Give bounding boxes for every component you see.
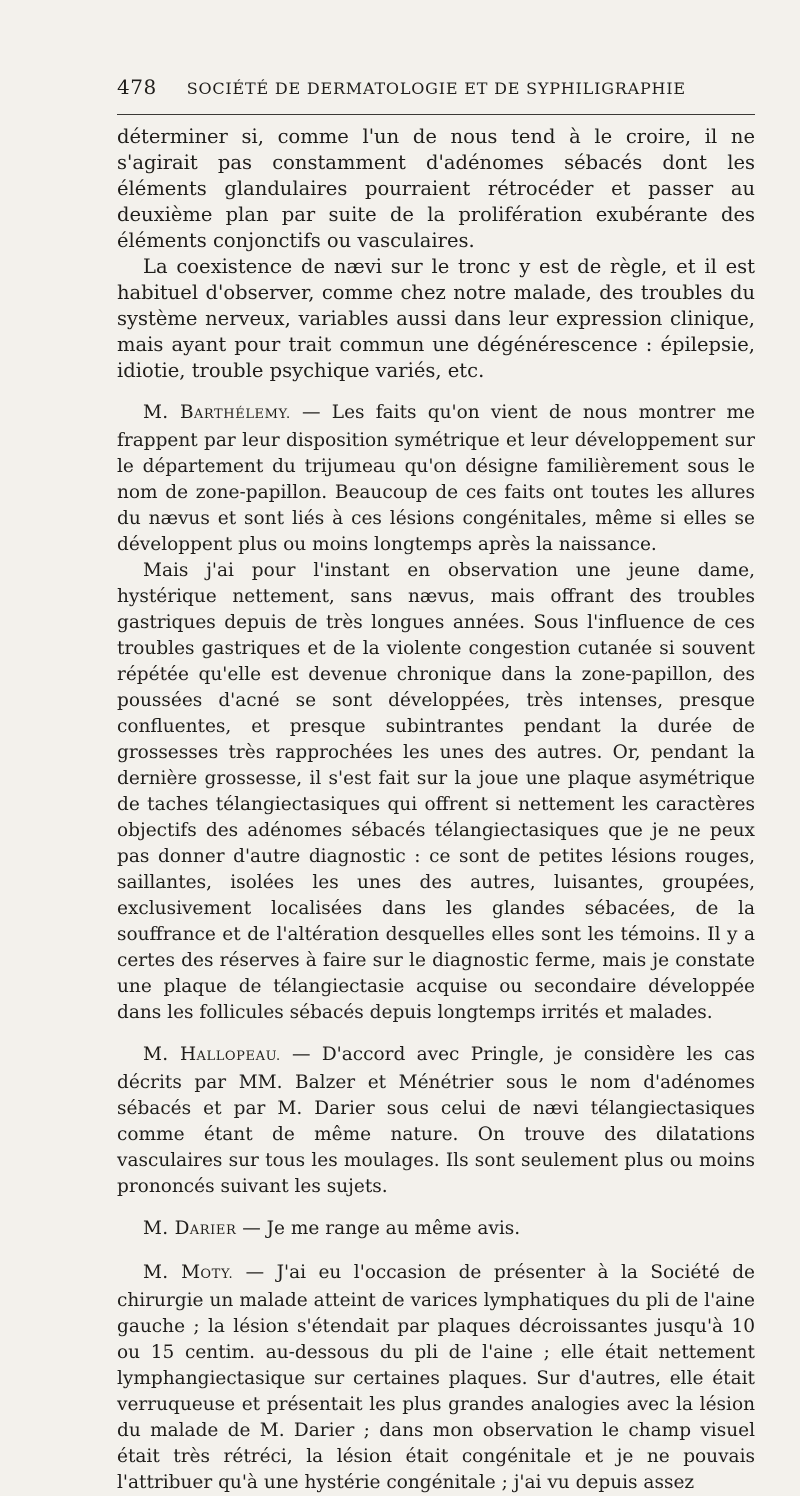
running-header xyxy=(117,75,757,99)
header-rule xyxy=(117,114,755,115)
paragraph-hallopeau-text: — D'accord avec Pringle, je considère les cas décrits par MM. Balzer et Ménétrier sous le nom d'adénomes sébacés et par M. Darier sous celui de nævi télangiectasiques comme étant de même nature. On trouve des dilatations vasculaires sur tous les moulages. Ils sont seulement plus ou moins prononcés suivant les sujets. xyxy=(117,1044,755,1197)
speaker-barthelemy: M. BARTHÉLEMY. xyxy=(143,402,291,423)
paragraph-4: Mais j'ai pour l'instant en observation une jeune dame, hystérique nettement, sans nævus, mais offrant des troubles gastriques depuis de très longues années. Sous l'influence de ces troubles gastriques et de la violente congestion cutanée si souvent répétée qu'elle est devenue chronique dans la zone-papillon, des poussées d'acné se sont développées, très intenses, presque confluentes, et presque subintrantes pendant la durée de grossesses très rapprochées les unes des autres. Or, pendant la dernière grossesse, il s'est fait sur la joue une plaque asymétrique de taches télangiectasiques qui offrent si nettement les caractères objectifs des adénomes sébacés télangiectasiques que je ne peux pas donner d'autre diagnostic : ce sont de petites lésions rouges, saillantes, isolées les unes des autres, luisantes, groupées, exclusivement localisées dans les glandes sébacées, de la souffrance et de l'altération desquelles elles sont les témoins. Il y a certes des réserves à faire sur le diagnostic ferme, mais je constate une plaque de télangiectasie acquise ou secondaire développée dans les follicules sébacés depuis longtemps irrités et malades. xyxy=(117,560,755,1023)
paragraph-hallopeau xyxy=(117,1042,755,1200)
paragraph-moty-text: — J'ai eu l'occasion de présenter à la Société de chirurgie un malade atteint de varices lymphatiques du pli de l'aine gauche ; la lésion s'étendait par plaques décroissantes jusqu'à 10 ou 15 centim. au-dessous du pli de l'aine ; elle était nettement lymphangiectasique sur certaines plaques. Sur d'autres, elle était verruqueuse et présentait les plus grandes analogies avec la lésion du malade de M. Darier ; dans mon observation le champ visuel était très rétréci, la lésion était congénitale et je ne pouvais l'attribuer qu'à une hystérie congénitale ; j'ai vu depuis assez xyxy=(117,1262,755,1493)
page-number: 478 xyxy=(117,75,157,99)
running-title: SOCIÉTÉ DE DERMATOLOGIE ET DE SYPHILIGRAPHIE xyxy=(186,79,686,98)
paragraph-1: déterminer si, comme l'un de nous tend à le croire, il ne s'agirait pas constamment d'adénomes sébacés dont les éléments glandulaires pourraient rétrocéder et passer au deuxième plan par suite de la prolifération exubérante des éléments conjonctifs ou vasculaires. xyxy=(117,125,755,252)
paragraph-moty xyxy=(117,1260,755,1496)
paragraph-2: La coexistence de nævi sur le tronc y est de règle, et il est habituel d'observer, comme chez notre malade, des troubles du système nerveux, variables aussi dans leur expression clinique, mais ayant pour trait commun une dégénérescence : épilepsie, idiotie, trouble psychique variés, etc. xyxy=(117,255,755,382)
body-text xyxy=(117,124,755,1496)
paragraph-darier-text: — Je me range au même avis. xyxy=(236,1218,521,1239)
speaker-moty: M. MOTY. xyxy=(143,1262,234,1283)
paragraph-barthelemy-text: — Les faits qu'on vient de nous montrer me frappent par leur disposition symétrique et leur développement sur le département du trijumeau qu'on désigne familièrement sous le nom de zone-papillon. Beaucoup de ces faits ont toutes les allures du nævus et sont liés à ces lésions congénitales, même si elles se développent plus ou moins longtemps après la naissance. xyxy=(117,402,756,555)
speaker-darier: M. DARIER xyxy=(143,1218,237,1239)
paragraph-darier xyxy=(117,1216,755,1244)
paragraph-barthelemy xyxy=(117,400,755,558)
speaker-hallopeau: M. HALLOPEAU. xyxy=(143,1044,281,1065)
